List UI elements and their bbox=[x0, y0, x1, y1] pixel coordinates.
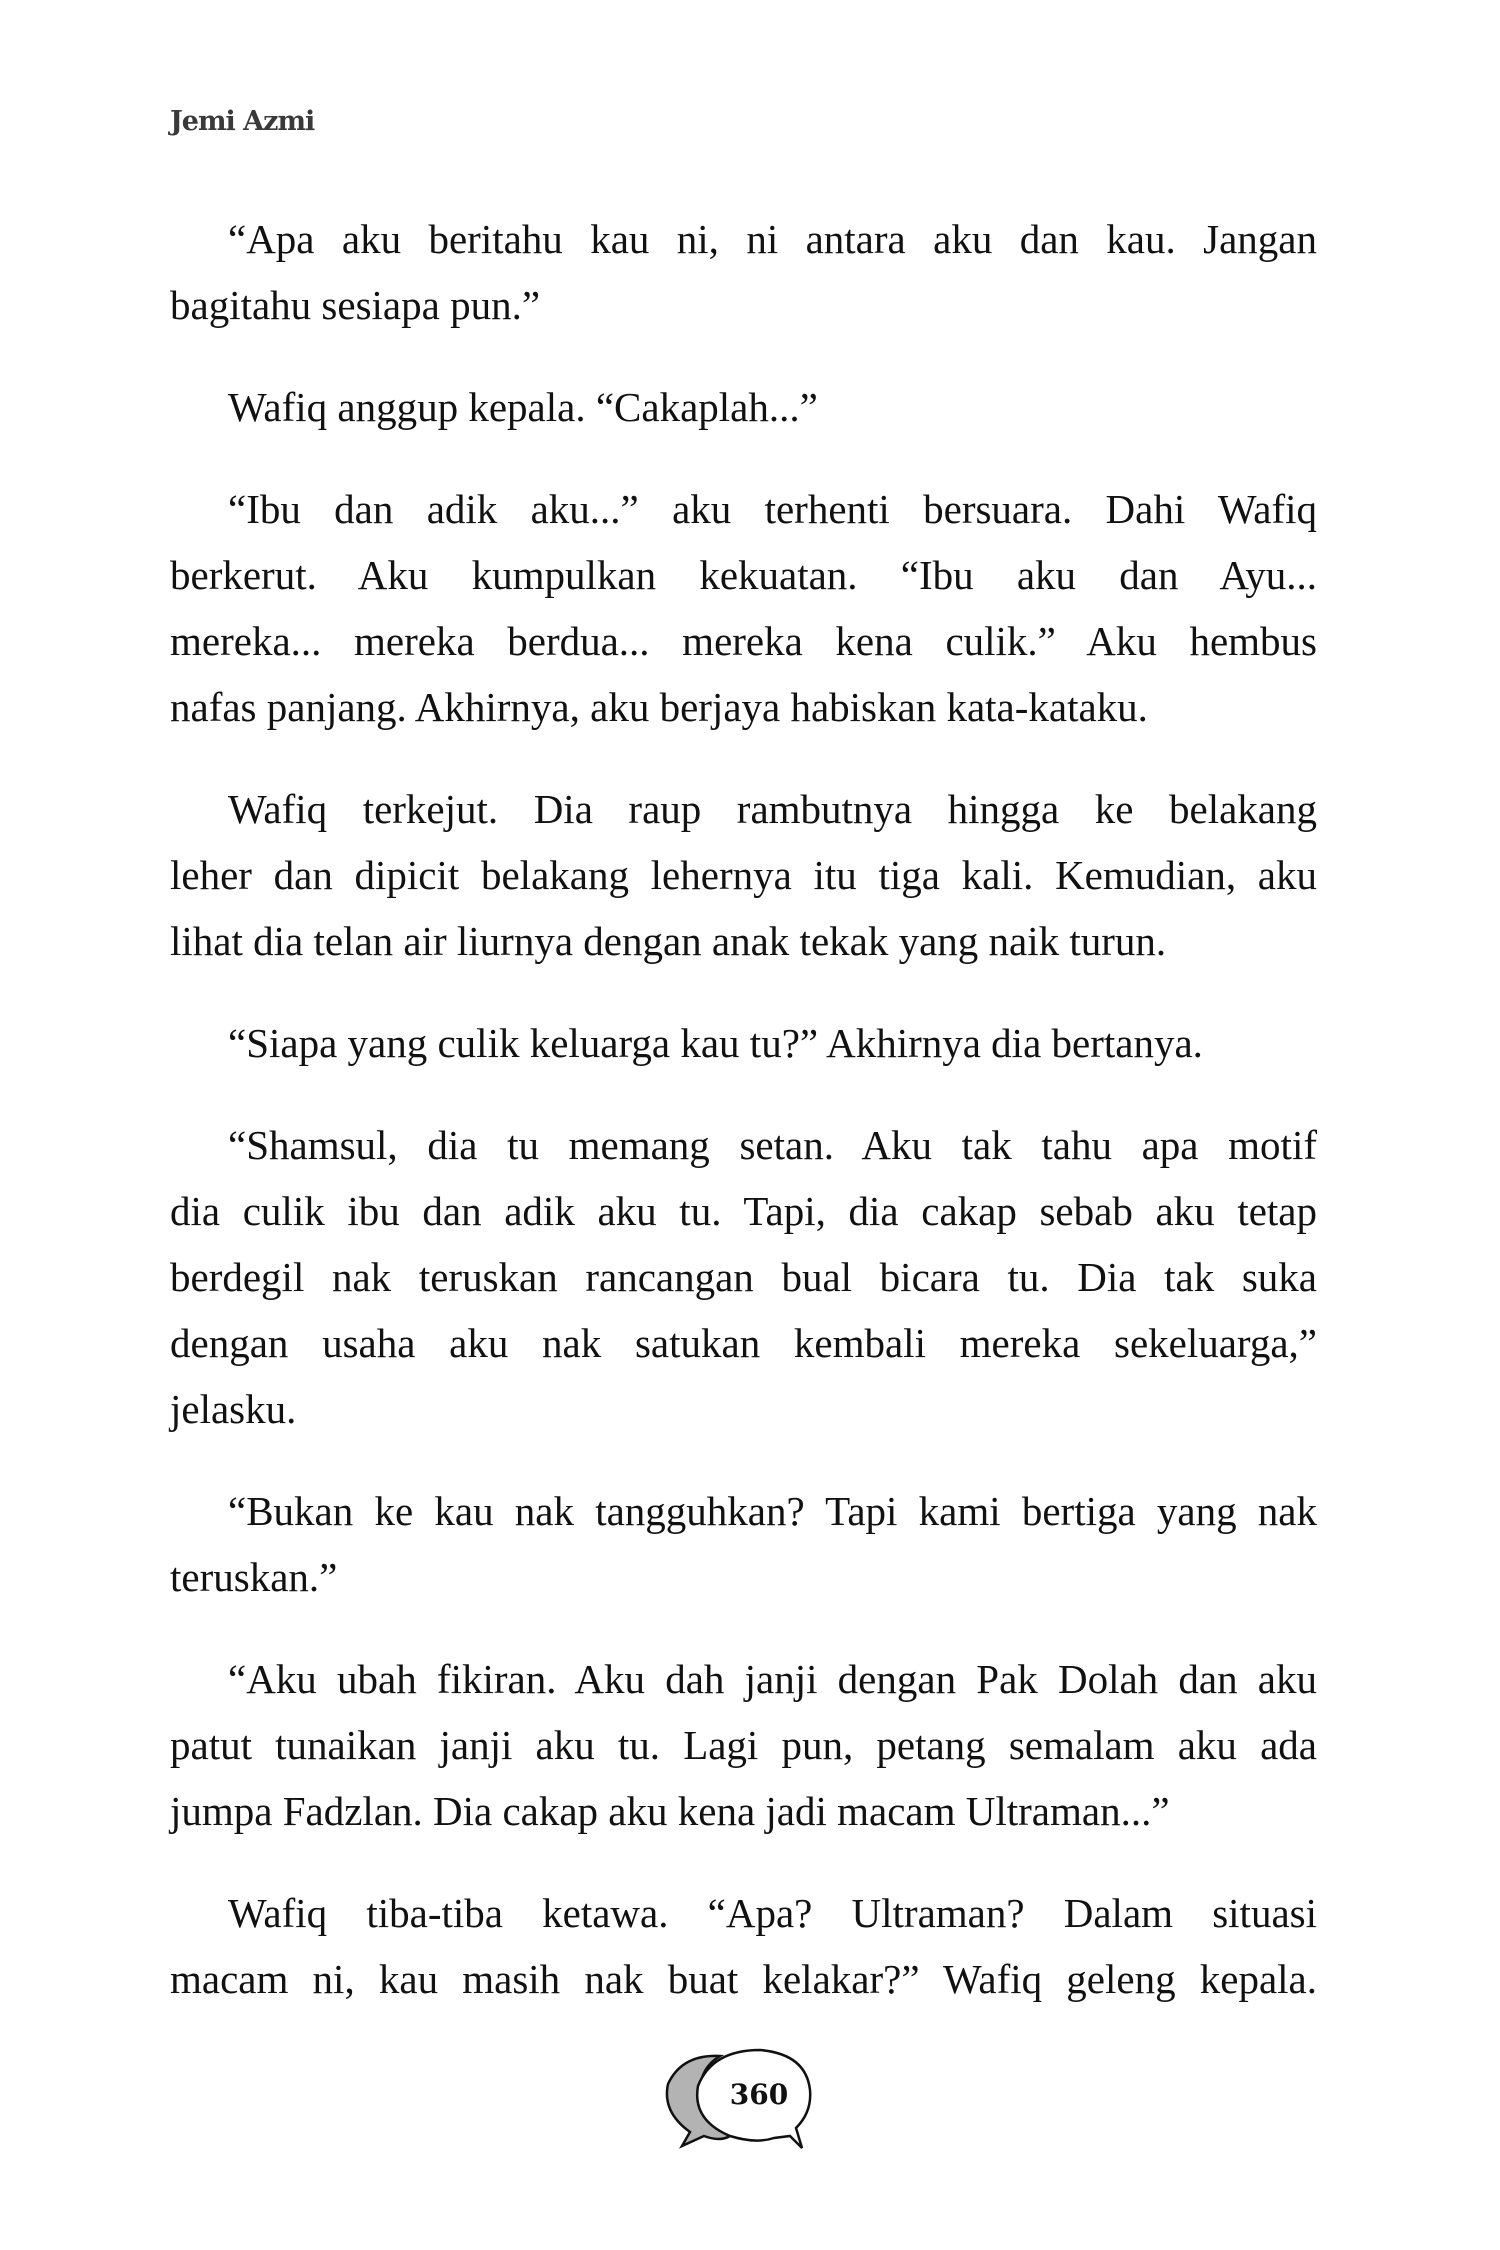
text-line: patut tunaikan janji aku tu. Lagi pun, petang semalam aku ada bbox=[170, 1722, 1317, 1768]
text-line: “Apa aku beritahu kau ni, ni antara aku dan kau. Jangan bbox=[228, 216, 1317, 262]
paragraph bbox=[170, 206, 1317, 338]
paragraph bbox=[170, 1112, 1317, 1442]
text-line: macam ni, kau masih nak buat kelakar?” Wafiq geleng kepala. bbox=[170, 1956, 1317, 2002]
text-line: Wafiq tiba-tiba ketawa. “Apa? Ultraman? Dalam situasi bbox=[228, 1890, 1317, 1936]
text-line: Wafiq anggup kepala. “Cakaplah...” bbox=[228, 384, 818, 430]
paragraph bbox=[170, 476, 1317, 740]
paragraph bbox=[170, 776, 1317, 974]
text-line: “Aku ubah fikiran. Aku dah janji dengan Pak Dolah dan aku bbox=[228, 1656, 1317, 1702]
text-line: “Shamsul, dia tu memang setan. Aku tak tahu apa motif bbox=[228, 1122, 1317, 1168]
running-head-author: Jemi Azmi bbox=[170, 106, 315, 137]
page-body bbox=[170, 206, 1317, 2048]
text-line: leher dan dipicit belakang lehernya itu tiga kali. Kemudian, aku bbox=[170, 852, 1317, 898]
text-line: “Bukan ke kau nak tangguhkan? Tapi kami bertiga yang nak bbox=[228, 1488, 1317, 1534]
page-number: 360 bbox=[729, 2078, 789, 2111]
text-line: nafas panjang. Akhirnya, aku berjaya habiskan kata-kataku. bbox=[170, 684, 1148, 730]
text-line: jelasku. bbox=[170, 1386, 297, 1432]
paragraph bbox=[170, 1010, 1317, 1076]
text-line: dia culik ibu dan adik aku tu. Tapi, dia cakap sebab aku tetap bbox=[170, 1188, 1317, 1234]
text-line: mereka... mereka berdua... mereka kena culik.” Aku hembus bbox=[170, 618, 1317, 664]
paragraph bbox=[170, 1880, 1317, 2012]
paragraph bbox=[170, 1646, 1317, 1844]
text-line: jumpa Fadzlan. Dia cakap aku kena jadi macam Ultraman...” bbox=[170, 1788, 1170, 1834]
text-line: dengan usaha aku nak satukan kembali mereka sekeluarga,” bbox=[170, 1320, 1317, 1366]
text-line: bagitahu sesiapa pun.” bbox=[170, 282, 541, 328]
text-line: teruskan.” bbox=[170, 1554, 338, 1600]
text-line: berdegil nak teruskan rancangan bual bicara tu. Dia tak suka bbox=[170, 1254, 1317, 1300]
paragraph bbox=[170, 1478, 1317, 1610]
text-line: berkerut. Aku kumpulkan kekuatan. “Ibu aku dan Ayu... bbox=[170, 552, 1317, 598]
text-line: Wafiq terkejut. Dia raup rambutnya hingga ke belakang bbox=[228, 786, 1317, 832]
text-line: “Ibu dan adik aku...” aku terhenti bersuara. Dahi Wafiq bbox=[228, 486, 1317, 532]
text-line: lihat dia telan air liurnya dengan anak tekak yang naik turun. bbox=[170, 918, 1167, 964]
paragraph bbox=[170, 374, 1317, 440]
text-line: “Siapa yang culik keluarga kau tu?” Akhirnya dia bertanya. bbox=[228, 1020, 1203, 1066]
